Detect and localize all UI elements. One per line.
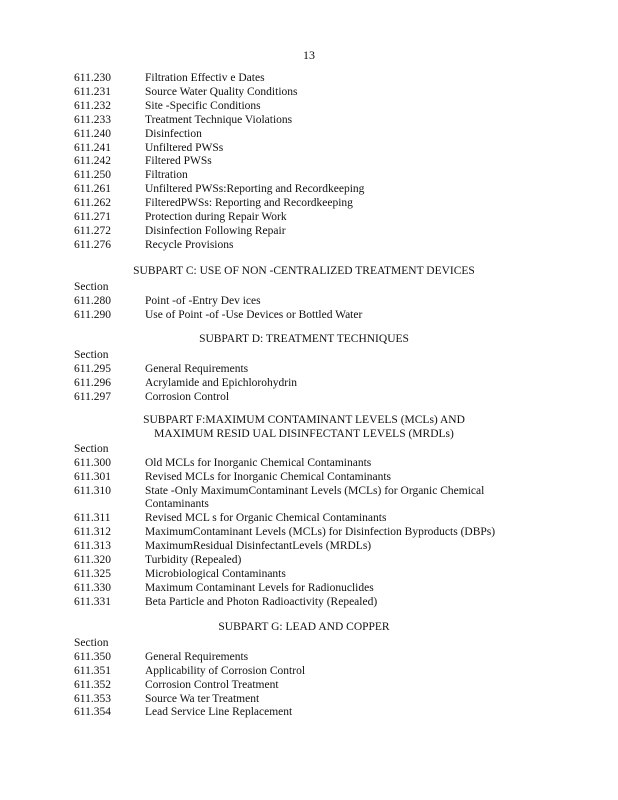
section-title: Maximum Contaminant Levels for Radionuclides — [145, 581, 374, 594]
section-number: 611.241 — [74, 141, 111, 154]
subpart-heading-line2: MAXIMUM RESID UAL DISINFECTANT LEVELS (MRDLs) — [154, 427, 454, 440]
section-title: Corrosion Control — [145, 390, 230, 403]
toc-row — [74, 86, 544, 100]
toc-row — [74, 155, 544, 169]
section-title: Applicability of Corrosion Control — [145, 664, 306, 677]
section-number: 611.240 — [74, 127, 111, 140]
toc-row — [74, 693, 544, 707]
section-title: Recycle Provisions — [145, 238, 234, 251]
section-title: Use of Point -of -Use Devices or Bottled Water — [145, 308, 363, 321]
section-title: Disinfection — [145, 127, 202, 140]
section-label: Section — [74, 280, 109, 293]
section-number: 611.290 — [74, 308, 111, 321]
section-number: 611.330 — [74, 581, 111, 594]
section-title: Filtered PWSs — [145, 155, 212, 168]
toc-row — [74, 225, 544, 239]
section-number: 611.230 — [74, 72, 111, 84]
toc-row — [74, 142, 544, 156]
toc-row — [74, 554, 544, 568]
subpart-heading: SUBPART C: USE OF NON -CENTRALIZED TREATMENT DEVICES — [133, 265, 475, 277]
section-title: Source Wa ter Treatment — [145, 692, 260, 705]
section-number: 611.352 — [74, 678, 111, 691]
section-label: Section — [74, 348, 109, 361]
section-list-subpart-c — [74, 265, 544, 323]
section-title: Protection during Repair Work — [145, 211, 287, 224]
section-number: 611.325 — [74, 567, 111, 580]
section-title: Acrylamide and Epichlorohydrin — [145, 376, 298, 389]
section-label: Section — [74, 636, 109, 649]
toc-row — [74, 211, 544, 225]
section-title: Old MCLs for Inorganic Chemical Contaminants — [145, 456, 372, 469]
section-list-subpart-d — [74, 333, 544, 405]
section-title: Beta Particle and Photon Radioactivity (Repealed) — [145, 595, 378, 608]
toc-row — [74, 596, 544, 610]
section-list-subpart-g — [74, 621, 544, 720]
toc-row — [74, 128, 544, 142]
section-title: Lead Service Line Replacement — [145, 706, 293, 719]
toc-row — [74, 526, 544, 540]
toc-row — [74, 512, 544, 526]
toc-row — [74, 239, 544, 253]
section-number: 611.232 — [74, 99, 111, 112]
section-number: 611.250 — [74, 169, 111, 182]
section-number: 611.231 — [74, 85, 111, 98]
toc-row — [74, 471, 544, 485]
section-number: 611.351 — [74, 664, 111, 677]
section-title: State -Only MaximumContaminant Levels (MCLs) for Organic Chemical Contaminants — [145, 484, 485, 511]
toc-row — [74, 183, 544, 197]
toc-row — [74, 665, 544, 679]
section-number: 611.312 — [74, 526, 111, 539]
section-title: Source Water Quality Conditions — [145, 85, 298, 98]
section-number: 611.262 — [74, 197, 111, 210]
toc-row — [74, 114, 544, 128]
section-list-subpart-f — [74, 414, 544, 610]
toc-row — [74, 568, 544, 582]
section-number: 611.272 — [74, 224, 111, 237]
toc-row — [74, 363, 544, 377]
section-number: 611.301 — [74, 470, 111, 483]
section-number: 611.297 — [74, 390, 111, 403]
toc-row — [74, 679, 544, 693]
section-title: Unfiltered PWSs:Reporting and Recordkeeping — [145, 183, 365, 196]
section-number: 611.310 — [74, 484, 111, 497]
toc-row — [74, 309, 544, 323]
section-title: Corrosion Control Treatment — [145, 678, 279, 691]
toc-row — [74, 100, 544, 114]
section-number: 611.280 — [74, 294, 111, 307]
section-title: Turbidity (Repealed) — [145, 554, 242, 567]
subpart-heading: SUBPART G: LEAD AND COPPER — [218, 621, 390, 633]
subpart-heading: SUBPART D: TREATMENT TECHNIQUES — [199, 333, 409, 345]
section-title: General Requirements — [145, 362, 249, 375]
section-number: 611.242 — [74, 155, 111, 168]
toc-row — [74, 295, 544, 309]
section-number: 611.313 — [74, 540, 111, 553]
toc-row — [74, 197, 544, 211]
toc-row — [74, 651, 544, 665]
section-number: 611.233 — [74, 113, 111, 126]
section-title: Disinfection Following Repair — [145, 224, 286, 237]
subpart-heading: SUBPART F:MAXIMUM CONTAMINANT LEVELS (MCLs) AND — [143, 414, 465, 426]
toc-row — [74, 457, 544, 471]
section-list-subpart-b — [74, 72, 544, 253]
section-title: Unfiltered PWSs — [145, 141, 224, 154]
section-title: Revised MCL s for Organic Chemical Contaminants — [145, 512, 387, 525]
section-number: 611.271 — [74, 211, 111, 224]
section-title: FilteredPWSs: Reporting and Recordkeeping — [145, 197, 353, 210]
section-number: 611.296 — [74, 376, 111, 389]
section-number: 611.350 — [74, 650, 111, 663]
section-title: Treatment Technique Violations — [145, 113, 293, 126]
section-number: 611.354 — [74, 706, 111, 719]
toc-row — [74, 391, 544, 405]
section-title: Filtration Effectiv e Dates — [145, 72, 265, 84]
section-number: 611.300 — [74, 456, 111, 469]
section-number: 611.353 — [74, 692, 111, 705]
toc-row — [74, 485, 544, 513]
page-number: 13 — [303, 48, 315, 62]
section-number: 611.331 — [74, 595, 111, 608]
section-title: Filtration — [145, 169, 188, 182]
toc-row — [74, 582, 544, 596]
section-title: Site -Specific Conditions — [145, 99, 261, 112]
section-title: Revised MCLs for Inorganic Chemical Contaminants — [145, 470, 392, 483]
toc-row — [74, 377, 544, 391]
toc-row — [74, 72, 544, 86]
section-title: Microbiological Contaminants — [145, 567, 286, 580]
section-label: Section — [74, 442, 109, 455]
section-title: MaximumContaminant Levels (MCLs) for Disinfection Byproducts (DBPs) — [145, 526, 496, 539]
section-number: 611.276 — [74, 238, 111, 251]
toc-row — [74, 540, 544, 554]
section-number: 611.320 — [74, 554, 111, 567]
section-number: 611.295 — [74, 362, 111, 375]
section-number: 611.261 — [74, 183, 111, 196]
section-title: MaximumResidual DisinfectantLevels (MRDLs) — [145, 540, 372, 553]
section-title: Point -of -Entry Dev ices — [145, 294, 261, 307]
toc-row — [74, 169, 544, 183]
toc-row — [74, 706, 544, 720]
section-title: General Requirements — [145, 650, 249, 663]
section-number: 611.311 — [74, 512, 111, 525]
